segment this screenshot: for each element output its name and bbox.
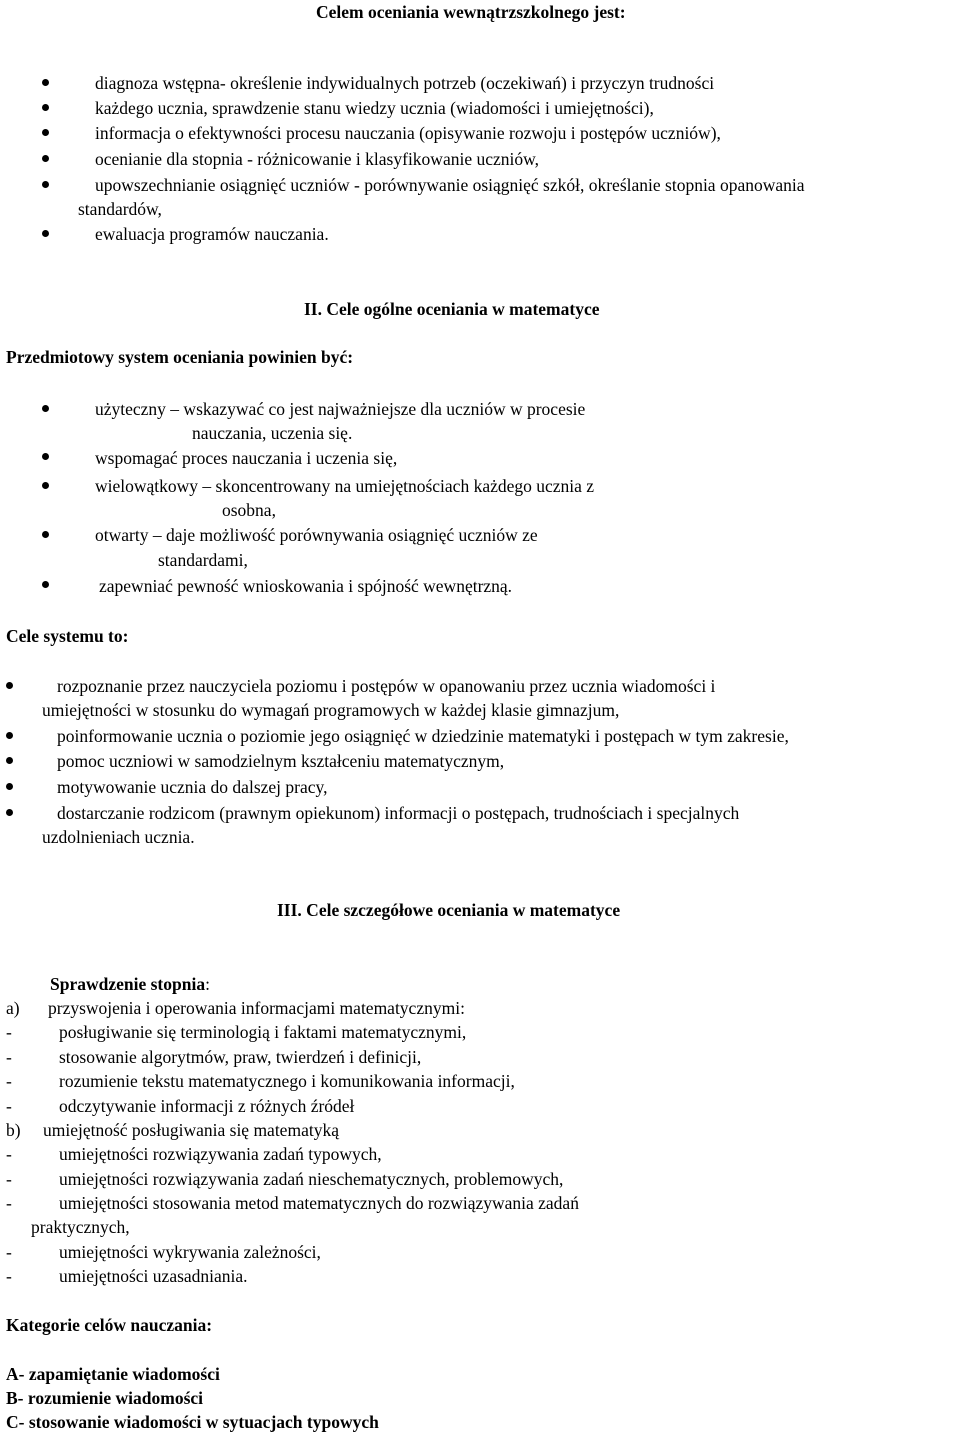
goal-item: dostarczanie rodzicom (prawnym opiekunom) informacji o postępach, trudnościach i specjalnych <box>57 803 740 823</box>
a-item: stosowanie algorytmów, praw, twierdzeń i definicji, <box>59 1047 422 1067</box>
intro-item: informacja o efektywności procesu nauczania (opisywanie rozwoju i postępów uczniów), <box>95 123 721 143</box>
bullet-icon <box>6 757 13 764</box>
intro-item: diagnoza wstępna- określenie indywidualnych potrzeb (oczekiwań) i przyczyn trudności <box>95 73 715 93</box>
goal-item: rozpoznanie przez nauczyciela poziomu i postępów w opanowaniu przez ucznia wiadomości i <box>57 676 716 696</box>
intro-title: Celem oceniania wewnątrzszkolnego jest: <box>316 2 626 22</box>
intro-item: upowszechnianie osiągnięć uczniów - porównywanie osiągnięć szkół, określanie stopnia opanowania <box>95 175 805 195</box>
goal-item-continuation: umiejętności w stosunku do wymagań programowych w każdej klasie gimnazjum, <box>42 700 620 720</box>
goal-item: motywowanie ucznia do dalszej pracy, <box>57 777 328 797</box>
system-item: otwarty – daje możliwość porównywania osiągnięć uczniów ze <box>95 525 538 545</box>
bullet-icon <box>42 482 49 489</box>
list-marker: b) <box>6 1120 21 1140</box>
system-item: użyteczny – wskazywać co jest najważniejsze dla uczniów w procesie <box>95 399 586 419</box>
bullet-icon <box>6 809 13 816</box>
b-item: umiejętności stosowania metod matematycznych do rozwiązywania zadań <box>59 1193 579 1213</box>
category-item: C- stosowanie wiadomości w sytuacjach typowych <box>6 1412 379 1432</box>
section-2-subheading: Przedmiotowy system oceniania powinien być: <box>6 347 354 367</box>
bullet-icon <box>42 581 49 588</box>
b-item-continuation: praktycznych, <box>31 1217 130 1237</box>
goals-heading: Cele systemu to: <box>6 626 129 646</box>
dash-marker: - <box>6 1047 12 1067</box>
list-marker: a) <box>6 998 20 1018</box>
bullet-icon <box>42 405 49 412</box>
goal-item: pomoc uczniowi w samodzielnym kształceniu matematycznym, <box>57 751 505 771</box>
a-item: posługiwanie się terminologią i faktami matematycznymi, <box>59 1022 467 1042</box>
dash-marker: - <box>6 1022 12 1042</box>
system-item-continuation: osobna, <box>222 500 276 520</box>
system-item: wspomagać proces nauczania i uczenia się, <box>95 448 398 468</box>
b-item: umiejętności rozwiązywania zadań typowych, <box>59 1144 382 1164</box>
a-item: rozumienie tekstu matematycznego i komunikowania informacji, <box>59 1071 515 1091</box>
intro-item: ocenianie dla stopnia - różnicowanie i klasyfikowanie uczniów, <box>95 149 539 169</box>
dash-marker: - <box>6 1096 12 1116</box>
categories-heading: Kategorie celów nauczania: <box>6 1315 213 1335</box>
system-item: wielowątkowy – skoncentrowany na umiejętnościach każdego ucznia z <box>95 476 595 496</box>
bullet-icon <box>6 732 13 739</box>
check-heading <box>50 972 210 996</box>
system-item-continuation: nauczania, uczenia się. <box>192 423 353 443</box>
goal-item: poinformowanie ucznia o poziomie jego osiągnięć w dziedzinie matematyki i postępach w tym zakresie, <box>57 726 789 746</box>
intro-item: ewaluacja programów nauczania. <box>95 224 329 244</box>
dash-marker: - <box>6 1169 12 1189</box>
bullet-icon <box>42 155 49 162</box>
a-item: odczytywanie informacji z różnych źródeł <box>59 1096 355 1116</box>
dash-marker: - <box>6 1144 12 1164</box>
category-item: A- zapamiętanie wiadomości <box>6 1364 220 1384</box>
section-2-heading: II. Cele ogólne oceniania w matematyce <box>304 299 600 319</box>
check-colon: : <box>205 974 210 994</box>
bullet-icon <box>42 531 49 538</box>
system-item: zapewniać pewność wnioskowania i spójność wewnętrzną. <box>99 576 513 596</box>
b-text: umiejętność posługiwania się matematyką <box>43 1120 339 1140</box>
bullet-icon <box>42 181 49 188</box>
a-text: przyswojenia i operowania informacjami matematycznymi: <box>48 998 465 1018</box>
category-item: B- rozumienie wiadomości <box>6 1388 204 1408</box>
goal-item-continuation: uzdolnieniach ucznia. <box>42 827 195 847</box>
bullet-icon <box>42 79 49 86</box>
b-item: umiejętności rozwiązywania zadań nieschematycznych, problemowych, <box>59 1169 564 1189</box>
bullet-icon <box>6 783 13 790</box>
bullet-icon <box>6 682 13 689</box>
section-3-heading: III. Cele szczegółowe oceniania w matematyce <box>277 900 621 920</box>
bullet-icon <box>42 230 49 237</box>
intro-item-continuation: standardów, <box>78 199 162 219</box>
bullet-icon <box>42 129 49 136</box>
b-item: umiejętności wykrywania zależności, <box>59 1242 321 1262</box>
bullet-icon <box>42 104 49 111</box>
system-item-continuation: standardami, <box>158 550 248 570</box>
dash-marker: - <box>6 1193 12 1213</box>
dash-marker: - <box>6 1071 12 1091</box>
dash-marker: - <box>6 1242 12 1262</box>
dash-marker: - <box>6 1266 12 1286</box>
intro-item: każdego ucznia, sprawdzenie stanu wiedzy ucznia (wiadomości i umiejętności), <box>95 98 654 118</box>
bullet-icon <box>42 453 49 460</box>
b-item: umiejętności uzasadniania. <box>59 1266 248 1286</box>
check-label: Sprawdzenie stopnia <box>50 974 206 994</box>
